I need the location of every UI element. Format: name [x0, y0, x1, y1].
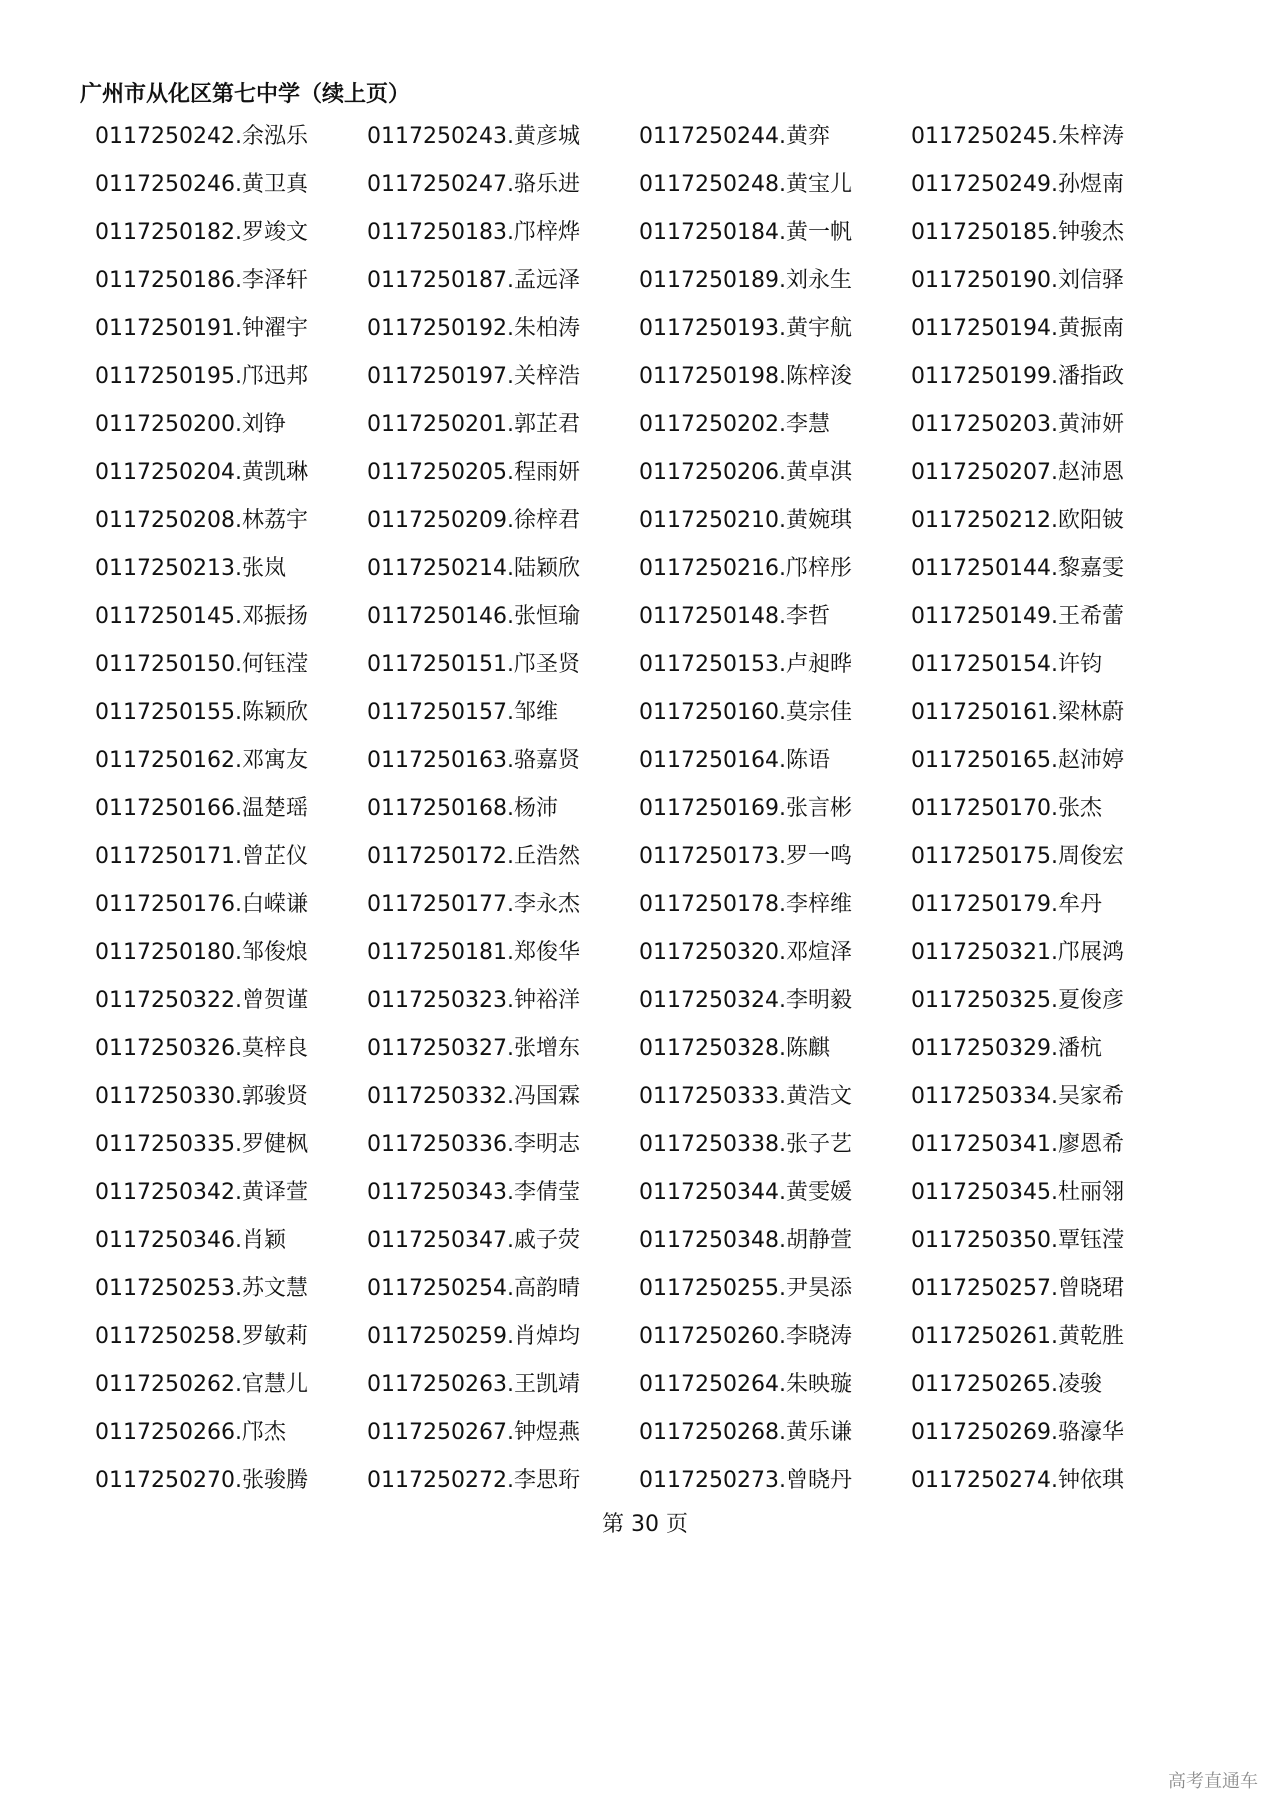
list-item: 0117250327.张增东 — [367, 1036, 580, 1061]
list-item: 0117250176.白嵘谦 — [95, 892, 308, 917]
list-item: 0117250269.骆濠华 — [911, 1420, 1124, 1445]
list-item: 0117250325.夏俊彦 — [911, 988, 1124, 1013]
list-item: 0117250190.刘信驿 — [911, 268, 1124, 293]
list-item: 0117250195.邝迅邦 — [95, 364, 308, 389]
list-item: 0117250208.林荔宇 — [95, 508, 308, 533]
list-item: 0117250201.郭芷君 — [367, 412, 580, 437]
list-item: 0117250184.黄一帆 — [639, 220, 852, 245]
list-item: 0117250193.黄宇航 — [639, 316, 852, 341]
list-item: 0117250274.钟依琪 — [911, 1468, 1124, 1493]
list-item: 0117250270.张骏腾 — [95, 1468, 308, 1493]
list-item: 0117250200.刘铮 — [95, 412, 286, 437]
list-item: 0117250259.肖焯均 — [367, 1324, 580, 1349]
watermark: 高考直通车 — [1168, 1771, 1258, 1792]
list-item: 0117250160.莫宗佳 — [639, 700, 852, 725]
student-list — [95, 122, 1195, 1514]
list-item: 0117250153.卢昶晔 — [639, 652, 852, 677]
list-item: 0117250345.杜丽翎 — [911, 1180, 1124, 1205]
list-item: 0117250146.张恒瑜 — [367, 604, 580, 629]
list-item: 0117250172.丘浩然 — [367, 844, 580, 869]
list-item: 0117250162.邓寓友 — [95, 748, 308, 773]
list-item: 0117250169.张言彬 — [639, 796, 852, 821]
list-item: 0117250216.邝梓彤 — [639, 556, 852, 581]
list-item: 0117250341.廖恩希 — [911, 1132, 1124, 1157]
list-item: 0117250254.高韵晴 — [367, 1276, 580, 1301]
list-item: 0117250175.周俊宏 — [911, 844, 1124, 869]
list-item: 0117250205.程雨妍 — [367, 460, 580, 485]
list-item: 0117250350.覃钰滢 — [911, 1228, 1124, 1253]
list-item: 0117250151.邝圣贤 — [367, 652, 580, 677]
list-item: 0117250199.潘指政 — [911, 364, 1124, 389]
list-item: 0117250257.曾晓珺 — [911, 1276, 1124, 1301]
list-item: 0117250163.骆嘉贤 — [367, 748, 580, 773]
list-item: 0117250212.欧阳铍 — [911, 508, 1124, 533]
list-item: 0117250204.黄凯琳 — [95, 460, 308, 485]
list-item: 0117250334.吴家希 — [911, 1084, 1124, 1109]
list-item: 0117250168.杨沛 — [367, 796, 558, 821]
list-item: 0117250189.刘永生 — [639, 268, 852, 293]
list-item: 0117250246.黄卫真 — [95, 172, 308, 197]
list-item: 0117250244.黄弈 — [639, 124, 830, 149]
list-item: 0117250209.徐梓君 — [367, 508, 580, 533]
list-item: 0117250338.张子艺 — [639, 1132, 852, 1157]
list-item: 0117250213.张岚 — [95, 556, 286, 581]
list-item: 0117250198.陈梓浚 — [639, 364, 852, 389]
list-item: 0117250346.肖颖 — [95, 1228, 286, 1253]
list-item: 0117250273.曾晓丹 — [639, 1468, 852, 1493]
list-item: 0117250336.李明志 — [367, 1132, 580, 1157]
list-item: 0117250171.曾芷仪 — [95, 844, 308, 869]
list-item: 0117250342.黄译萱 — [95, 1180, 308, 1205]
list-item: 0117250245.朱梓涛 — [911, 124, 1124, 149]
page-number: 第 30 页 — [602, 1512, 688, 1537]
list-item: 0117250253.苏文慧 — [95, 1276, 308, 1301]
list-item: 0117250157.邹维 — [367, 700, 558, 725]
list-item: 0117250343.李倩莹 — [367, 1180, 580, 1205]
list-item: 0117250267.钟煜燕 — [367, 1420, 580, 1445]
list-item: 0117250249.孙煜南 — [911, 172, 1124, 197]
list-item: 0117250183.邝梓烨 — [367, 220, 580, 245]
list-item: 0117250263.王凯靖 — [367, 1372, 580, 1397]
list-item: 0117250326.莫梓良 — [95, 1036, 308, 1061]
list-item: 0117250328.陈麒 — [639, 1036, 830, 1061]
list-item: 0117250247.骆乐进 — [367, 172, 580, 197]
list-item: 0117250161.梁林蔚 — [911, 700, 1124, 725]
list-item: 0117250144.黎嘉雯 — [911, 556, 1124, 581]
list-item: 0117250166.温楚瑶 — [95, 796, 308, 821]
list-item: 0117250180.邹俊烺 — [95, 940, 308, 965]
list-item: 0117250207.赵沛恩 — [911, 460, 1124, 485]
list-item: 0117250330.郭骏贤 — [95, 1084, 308, 1109]
list-item: 0117250214.陆颖欣 — [367, 556, 580, 581]
list-item: 0117250265.凌骏 — [911, 1372, 1102, 1397]
list-item: 0117250255.尹昊添 — [639, 1276, 852, 1301]
list-item: 0117250186.李泽轩 — [95, 268, 308, 293]
list-item: 0117250178.李梓维 — [639, 892, 852, 917]
list-item: 0117250323.钟裕洋 — [367, 988, 580, 1013]
list-item: 0117250197.关梓浩 — [367, 364, 580, 389]
list-item: 0117250266.邝杰 — [95, 1420, 286, 1445]
list-item: 0117250262.官慧儿 — [95, 1372, 308, 1397]
list-item: 0117250248.黄宝儿 — [639, 172, 852, 197]
list-item: 0117250243.黄彦城 — [367, 124, 580, 149]
list-item: 0117250206.黄卓淇 — [639, 460, 852, 485]
list-item: 0117250344.黄雯媛 — [639, 1180, 852, 1205]
list-item: 0117250185.钟骏杰 — [911, 220, 1124, 245]
list-item: 0117250335.罗健枫 — [95, 1132, 308, 1157]
list-item: 0117250154.许钧 — [911, 652, 1102, 677]
list-item: 0117250272.李思珩 — [367, 1468, 580, 1493]
list-item: 0117250165.赵沛婷 — [911, 748, 1124, 773]
list-item: 0117250329.潘杭 — [911, 1036, 1102, 1061]
list-item: 0117250264.朱映璇 — [639, 1372, 852, 1397]
list-item: 0117250202.李慧 — [639, 412, 830, 437]
list-item: 0117250322.曾贺谨 — [95, 988, 308, 1013]
list-item: 0117250210.黄婉琪 — [639, 508, 852, 533]
list-item: 0117250191.钟濯宇 — [95, 316, 308, 341]
list-item: 0117250164.陈语 — [639, 748, 830, 773]
list-item: 0117250150.何钰滢 — [95, 652, 308, 677]
list-item: 0117250182.罗竣文 — [95, 220, 308, 245]
page-title: 广州市从化区第七中学（续上页） — [80, 82, 411, 107]
list-item: 0117250348.胡静萱 — [639, 1228, 852, 1253]
list-item: 0117250177.李永杰 — [367, 892, 580, 917]
list-item: 0117250260.李晓涛 — [639, 1324, 852, 1349]
list-item: 0117250320.邓煊泽 — [639, 940, 852, 965]
list-item: 0117250155.陈颖欣 — [95, 700, 308, 725]
list-item: 0117250332.冯国霖 — [367, 1084, 580, 1109]
list-item: 0117250203.黄沛妍 — [911, 412, 1124, 437]
list-item: 0117250258.罗敏莉 — [95, 1324, 308, 1349]
list-item: 0117250333.黄浩文 — [639, 1084, 852, 1109]
list-item: 0117250242.余泓乐 — [95, 124, 308, 149]
list-item: 0117250347.戚子荧 — [367, 1228, 580, 1253]
list-item: 0117250145.邓振扬 — [95, 604, 308, 629]
list-item: 0117250268.黄乐谦 — [639, 1420, 852, 1445]
list-item: 0117250173.罗一鸣 — [639, 844, 852, 869]
list-item: 0117250148.李哲 — [639, 604, 830, 629]
list-item: 0117250179.牟丹 — [911, 892, 1102, 917]
list-item: 0117250187.孟远泽 — [367, 268, 580, 293]
list-item: 0117250149.王希蕾 — [911, 604, 1124, 629]
list-item: 0117250261.黄乾胜 — [911, 1324, 1124, 1349]
list-item: 0117250192.朱柏涛 — [367, 316, 580, 341]
list-item: 0117250170.张杰 — [911, 796, 1102, 821]
list-item: 0117250321.邝展鸿 — [911, 940, 1124, 965]
list-item: 0117250324.李明毅 — [639, 988, 852, 1013]
list-item: 0117250181.郑俊华 — [367, 940, 580, 965]
list-item: 0117250194.黄振南 — [911, 316, 1124, 341]
